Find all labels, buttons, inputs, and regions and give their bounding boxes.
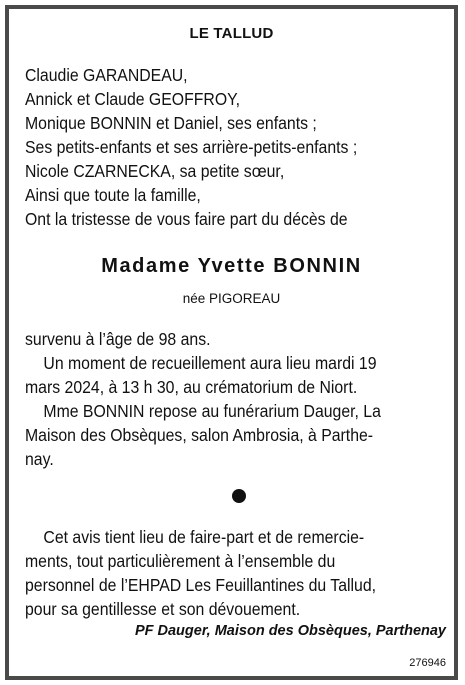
funeral-home-signature: PF Dauger, Maison des Obsèques, Parthenay xyxy=(134,623,446,639)
maiden-name: née PIGOREAU xyxy=(182,291,281,306)
family-line: Ont la tristesse de vous faire part du décès de xyxy=(25,209,348,229)
family-line: Ainsi que toute la famille, xyxy=(25,185,201,205)
reference-number: 276946 xyxy=(409,657,446,669)
obituary-notice-frame xyxy=(5,5,458,680)
family-line: Claudie GARANDEAU, xyxy=(25,65,188,85)
thanks-line: Cet avis tient lieu de faire-part et de remercie- xyxy=(43,527,365,547)
thanks-line: personnel de l’EHPAD Les Feuillantines du Tallud, xyxy=(25,575,377,595)
family-line: Nicole CZARNECKA, sa petite sœur, xyxy=(25,161,285,181)
detail-line: survenu à l’âge de 98 ans. xyxy=(25,329,211,349)
detail-line: Maison des Obsèques, salon Ambrosia, à Parthe- xyxy=(25,425,374,445)
thanks-line: ments, tout particulièrement à l’ensemble du xyxy=(25,551,336,571)
thanks-paragraph xyxy=(25,525,439,621)
family-line: Ses petits-enfants et ses arrière-petits-enfants ; xyxy=(25,137,358,157)
family-announcement xyxy=(25,63,439,231)
separator-bullet-icon xyxy=(232,489,246,503)
detail-line: Un moment de recueillement aura lieu mardi 19 xyxy=(43,353,377,373)
notice-heading: LE TALLUD xyxy=(189,25,274,42)
detail-line: nay. xyxy=(25,449,54,469)
detail-line: mars 2024, à 13 h 30, au crématorium de Niort. xyxy=(25,377,358,397)
detail-line: Mme BONNIN repose au funérarium Dauger, La xyxy=(43,401,381,421)
family-line: Annick et Claude GEOFFROY, xyxy=(25,89,241,109)
thanks-line: pour sa gentillesse et son dévouement. xyxy=(25,599,301,619)
funeral-details xyxy=(25,327,439,471)
family-line: Monique BONNIN et Daniel, ses enfants ; xyxy=(25,113,317,133)
deceased-name: Madame Yvette BONNIN xyxy=(101,255,362,277)
